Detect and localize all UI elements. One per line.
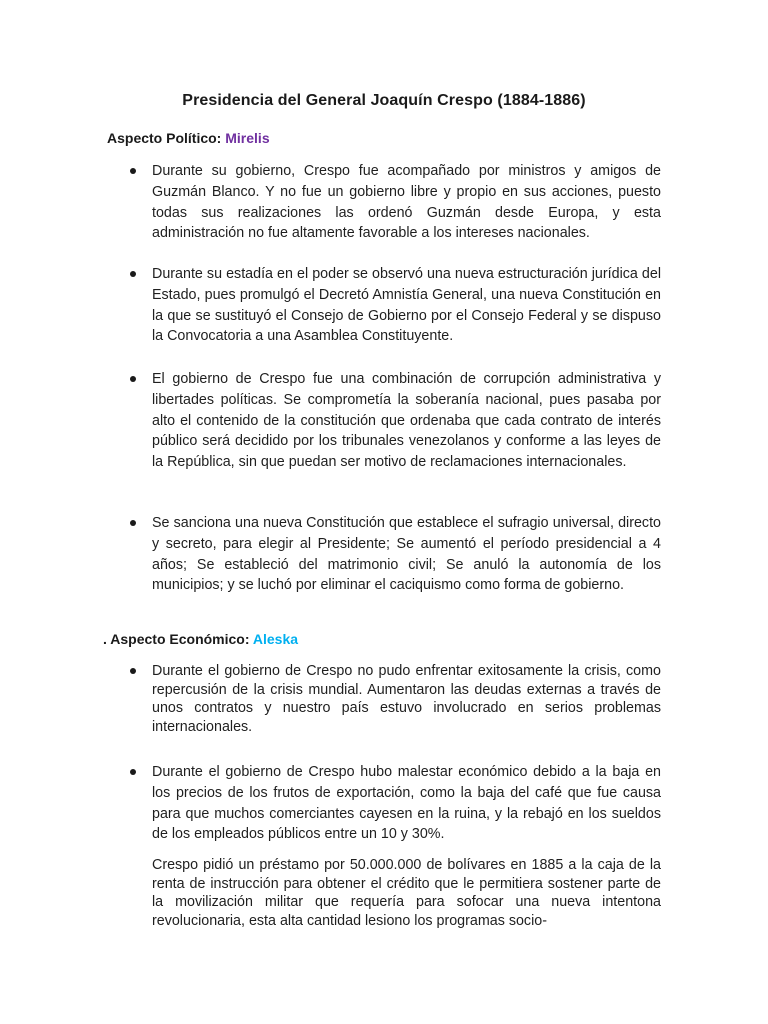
section-heading-politico xyxy=(107,130,270,146)
list-item: Durante el gobierno de Crespo hubo malestar económico debido a la baja en los precios de los frutos de exportación, como la baja del café que fue causa para que muchos comerciantes cayesen en la ruina, y la rebajó en los sueldos de los empleados públicos entre un 10 y 30%. xyxy=(152,762,661,845)
list-item: Durante su estadía en el poder se observó una nueva estructuración jurídica del Estado, pues promulgó el Decretó Amnistía General, una nueva Constitución en la que se sustituyó el Consejo de Gobierno por el Consejo Federal y se dispuso la Convocatoria a una Asamblea Constituyente. xyxy=(152,264,661,347)
section-heading-label: Aspecto Político: xyxy=(107,130,222,146)
list-item: Durante el gobierno de Crespo no pudo enfrentar exitosamente la crisis, como repercusión de la crisis mundial. Aumentaron las deudas externas a través de unos contratos y nuestro país estuvo involucrado en serios problemas internacionales. xyxy=(152,663,661,735)
list-item: El gobierno de Crespo fue una combinación de corrupción administrativa y libertades políticas. Se comprometía la soberanía nacional, pues pasaba por alto el contenido de la constitución que ordenaba que cada contrato de interés público será decidido por los tribunales venezolanos y conforme a las leyes de la República, sin que puedan ser motivo de reclamaciones internacionales. xyxy=(152,369,661,473)
section-author: Aleska xyxy=(252,631,299,647)
section-author: Mirelis xyxy=(225,130,270,146)
document-title: Presidencia del General Joaquín Crespo (1884-1886) xyxy=(182,92,586,109)
section-heading-label: Aspecto Económico: xyxy=(110,631,250,647)
list-item: Se sanciona una nueva Constitución que establece el sufragio universal, directo y secreto, para elegir al Presidente; Se aumentó el período presidencial a 4 años; Se estableció del matrimonio civil; Se anuló la autonomía de los municipios; y se luchó por eliminar el caciquismo como forma de gobierno. xyxy=(152,513,661,596)
section-heading-economico xyxy=(103,631,298,647)
list-item: Durante su gobierno, Crespo fue acompañado por ministros y amigos de Guzmán Blanco. Y no fue un gobierno libre y propio en sus acciones, puesto todas sus realizaciones las ordenó Guzmán desde Europa, y esta administración no fue altamente favorable a los intereses nacionales. xyxy=(152,161,661,244)
list-item: Crespo pidió un préstamo por 50.000.000 de bolívares en 1885 a la caja de la renta de instrucción para obtener el crédito que le permitiera sostener parte de la movilización militar que requería para sofocar una nueva intentona revolucionaria, esta alta cantidad lesiono los programas socio- xyxy=(152,857,661,929)
section-heading-prefix: . xyxy=(103,631,111,647)
